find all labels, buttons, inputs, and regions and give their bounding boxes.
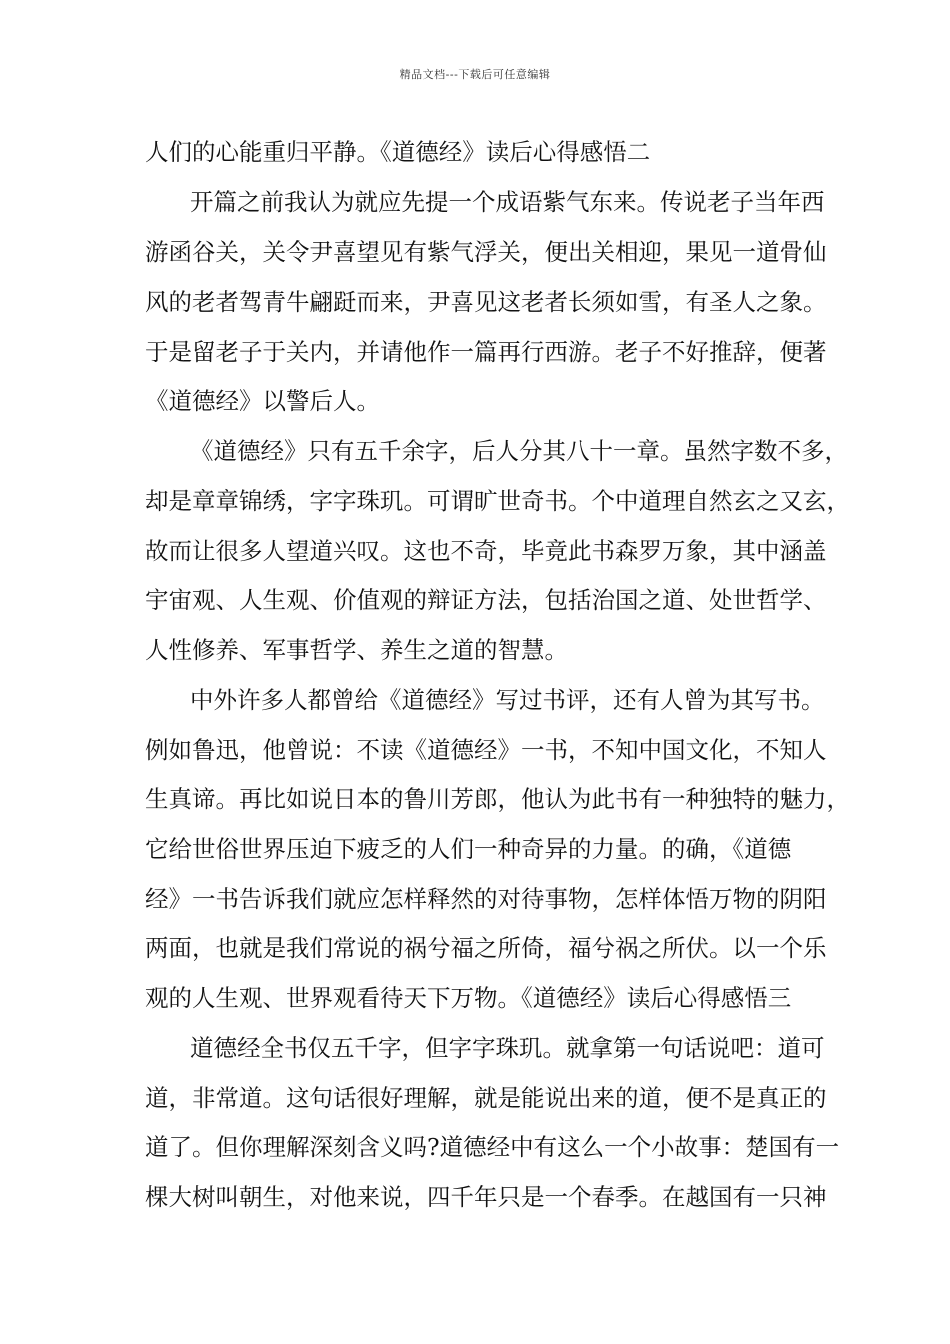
text-line: 人性修养、军事哲学、养生之道的智慧。 [145,636,568,664]
text-line: 棵大树叫朝生，对他来说，四千年只是一个春季。在越国有一只神 [145,1183,827,1211]
text-line: 观的人生观、世界观看待天下万物。《道德经》读后心得感悟三 [145,984,792,1012]
text-line: 宇宙观、人生观、价值观的辩证方法，包括治国之道、处世哲学、 [145,586,827,614]
text-line: 《道德经》以警后人。 [145,387,380,415]
text-line: 却是章章锦绣，字字珠玑。可谓旷世奇书。个中道理自然玄之又玄， [145,487,850,515]
text-line: 它给世俗世界压迫下疲乏的人们一种奇异的力量。的确，《道德 [145,835,792,863]
text-line: 例如鲁迅，他曾说：不读《道德经》一书，不知中国文化，不知人 [145,736,827,764]
text-line: 经》一书告诉我们就应怎样释然的对待事物，怎样体悟万物的阴阳 [145,885,827,913]
text-line: 两面，也就是我们常说的祸兮福之所倚，福兮祸之所伏。以一个乐 [145,934,827,962]
text-line: 道了。但你理解深刻含义吗?道德经中有这么一个小故事：楚国有一 [145,1133,840,1161]
text-line: 人们的心能重归平静。《道德经》读后心得感悟二 [145,138,651,166]
page-header: 精品文档---下载后可任意编辑 [399,68,551,81]
text-line: 《道德经》只有五千余字，后人分其八十一章。虽然字数不多， [190,437,848,465]
text-line: 道，非常道。这句话很好理解，就是能说出来的道，便不是真正的 [145,1084,827,1112]
text-line: 游函谷关，关令尹喜望见有紫气浮关，便出关相迎，果见一道骨仙 [145,238,827,266]
text-line: 开篇之前我认为就应先提一个成语紫气东来。传说老子当年西 [190,188,825,216]
text-line: 道德经全书仅五千字，但字字珠玑。就拿第一句话说吧：道可 [190,1034,825,1062]
text-line: 风的老者驾青牛翩跹而来，尹喜见这老者长须如雪，有圣人之象。 [145,288,827,316]
text-line: 故而让很多人望道兴叹。这也不奇，毕竟此书森罗万象，其中涵盖 [145,537,827,565]
text-line: 于是留老子于关内，并请他作一篇再行西游。老子不好推辞，便著 [145,338,827,366]
text-line: 中外许多人都曾给《道德经》写过书评，还有人曾为其写书。 [190,686,825,714]
text-line: 生真谛。再比如说日本的鲁川芳郎，他认为此书有一种独特的魅力， [145,785,850,813]
